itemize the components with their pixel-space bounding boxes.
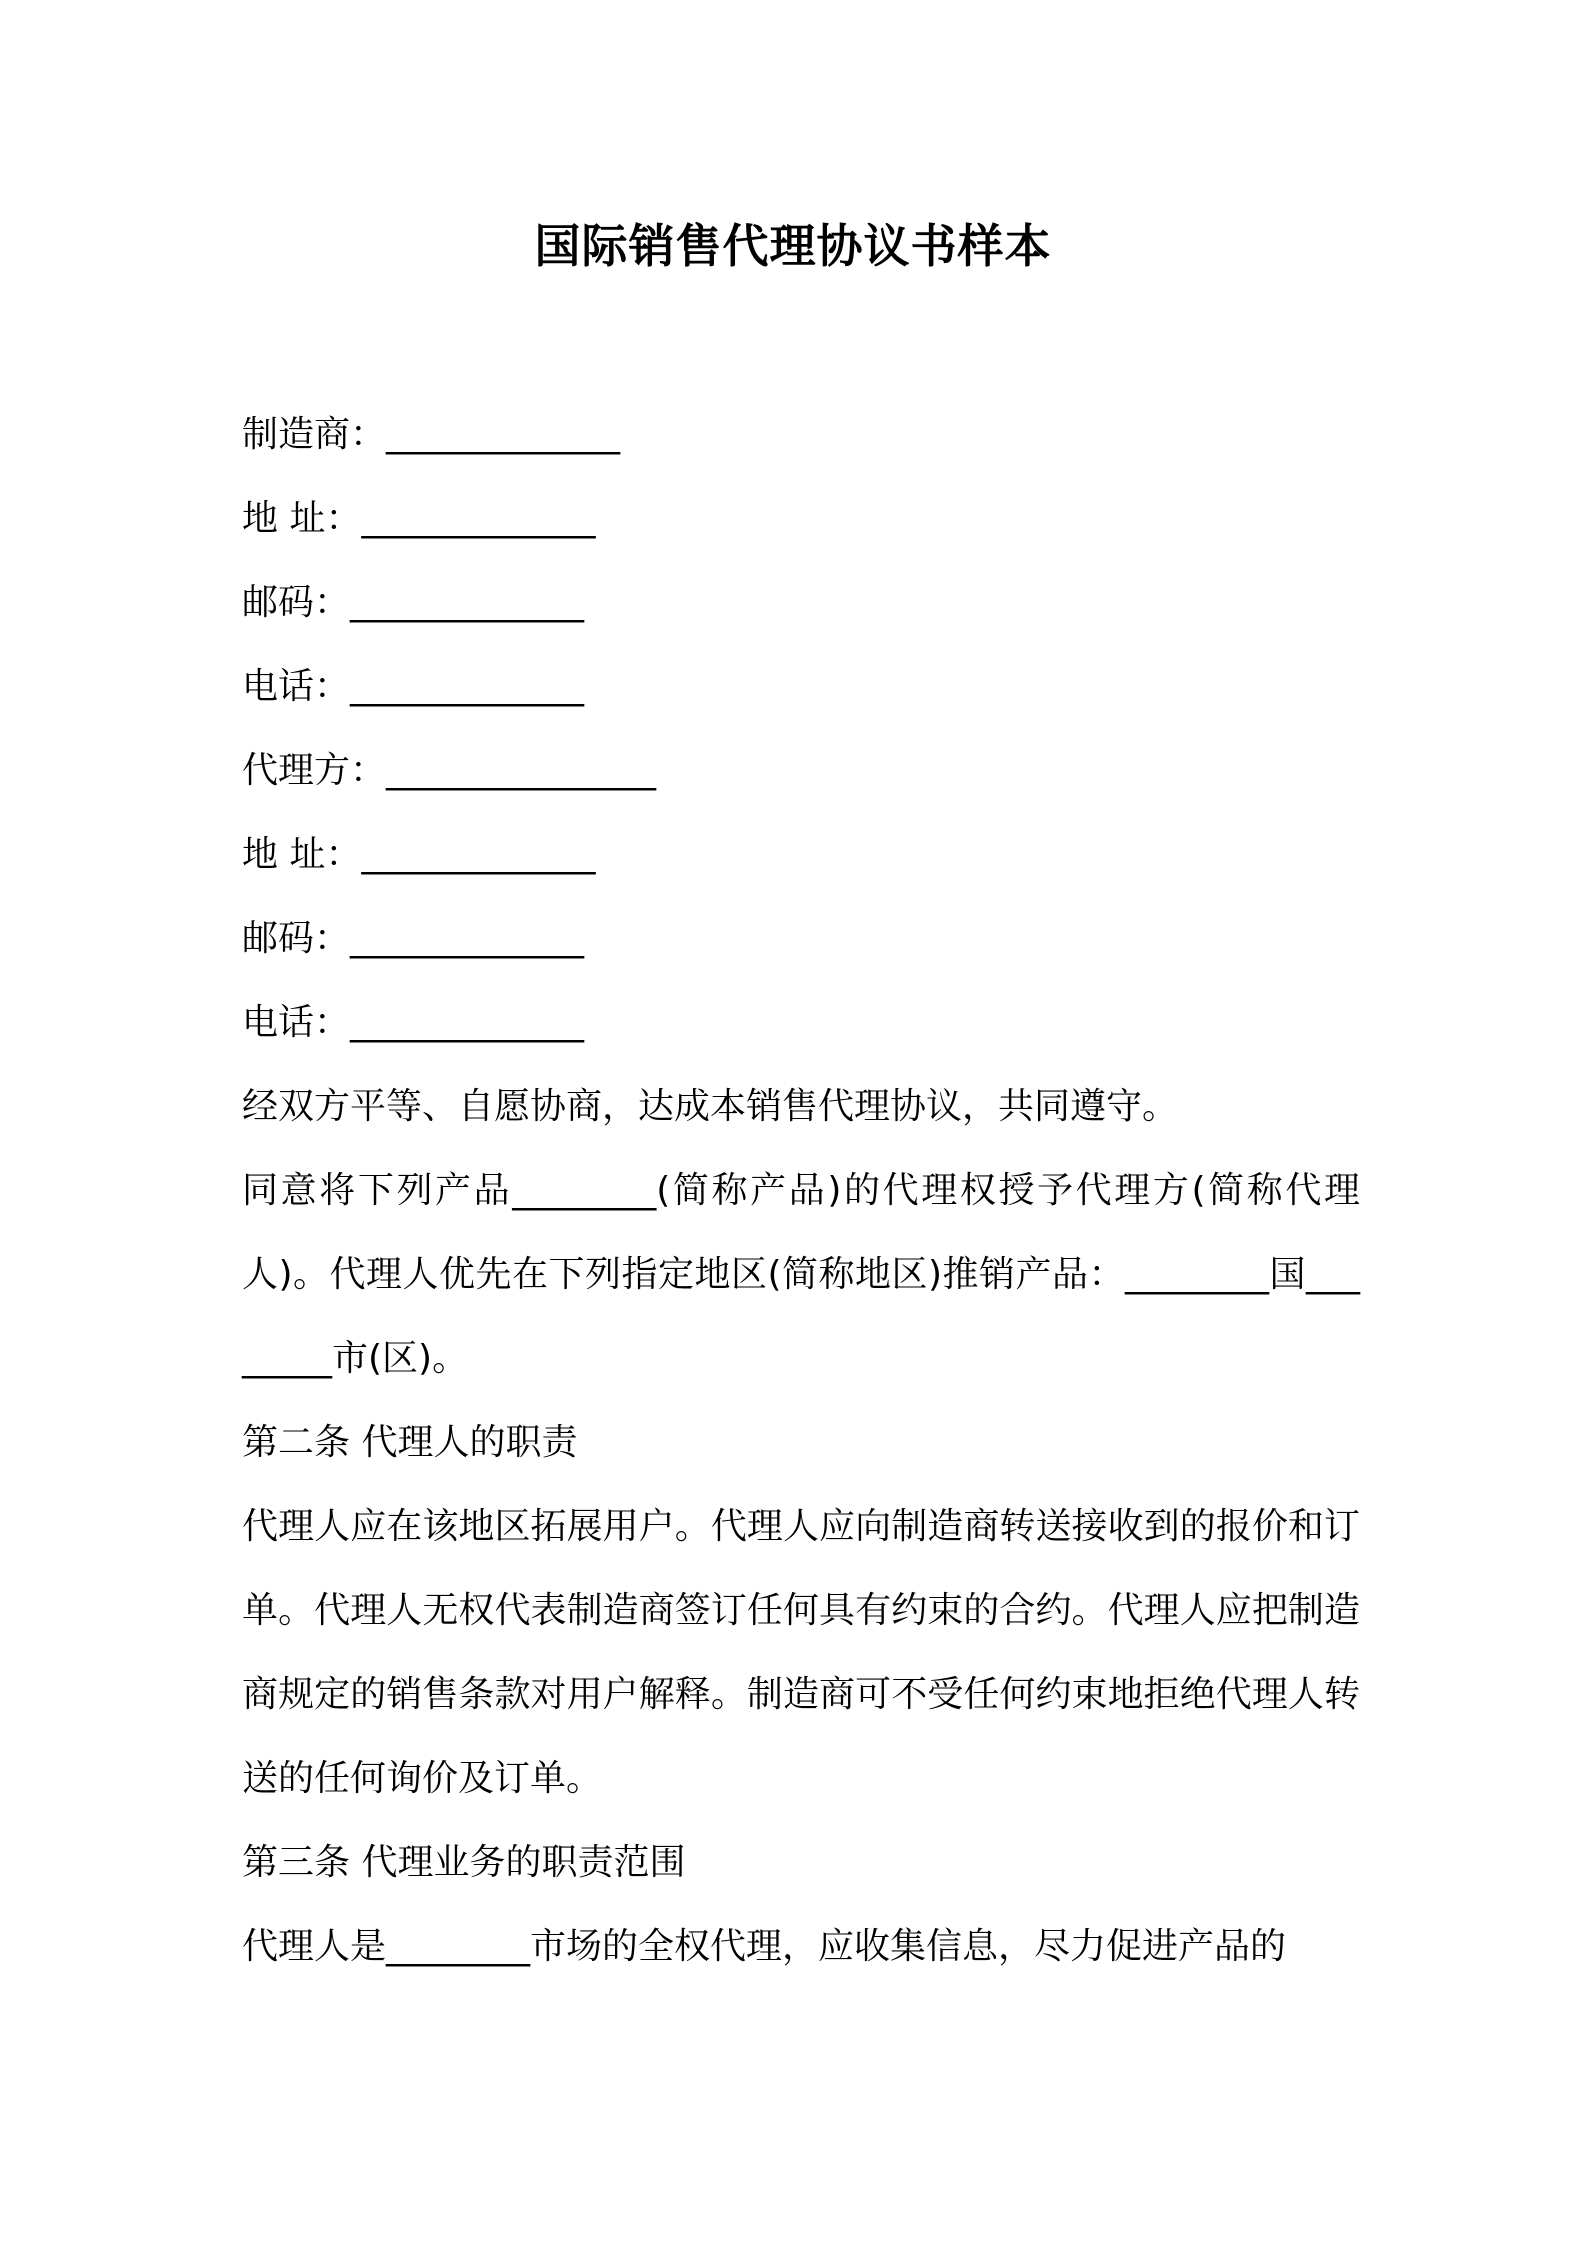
agent-address-field: 地 址：_____________	[242, 834, 596, 875]
manufacturer-postcode-field: 邮码：_____________	[242, 582, 585, 623]
document-title: 国际销售代理协议书样本	[534, 219, 1052, 273]
agent-name-field: 代理方：_______________	[242, 750, 657, 791]
article2-heading: 第二条 代理人的职责	[242, 1422, 578, 1463]
agent-postcode-field: 邮码：_____________	[242, 918, 585, 959]
article2-paragraph: 代理人应在该地区拓展用户。代理人应向制造商转送接收到的报价和订单。代理人无权代表制造商签订任何具有约束的合约。代理人应把制造商规定的销售条款对用户解释。制造商可不受任何约束地拒绝代理人转送的任何询价及订单。	[242, 1506, 1360, 1799]
agent-phone-field: 电话：_____________	[242, 1002, 585, 1043]
article1-paragraph: 同意将下列产品________(简称产品)的代理权授予代理方(简称代理人)。代理人优先在下列指定地区(简称地区)推销产品：________国________市(区)。	[242, 1170, 1360, 1379]
manufacturer-phone-field: 电话：_____________	[242, 666, 585, 707]
article3-heading: 第三条 代理业务的职责范围	[242, 1842, 686, 1883]
manufacturer-address-field: 地 址：_____________	[242, 498, 596, 539]
manufacturer-name-field: 制造商：_____________	[242, 414, 621, 455]
article3-paragraph: 代理人是________市场的全权代理，应收集信息，尽力促进产品的	[242, 1926, 1287, 1967]
intro-paragraph: 经双方平等、自愿协商，达成本销售代理协议，共同遵守。	[242, 1086, 1179, 1127]
